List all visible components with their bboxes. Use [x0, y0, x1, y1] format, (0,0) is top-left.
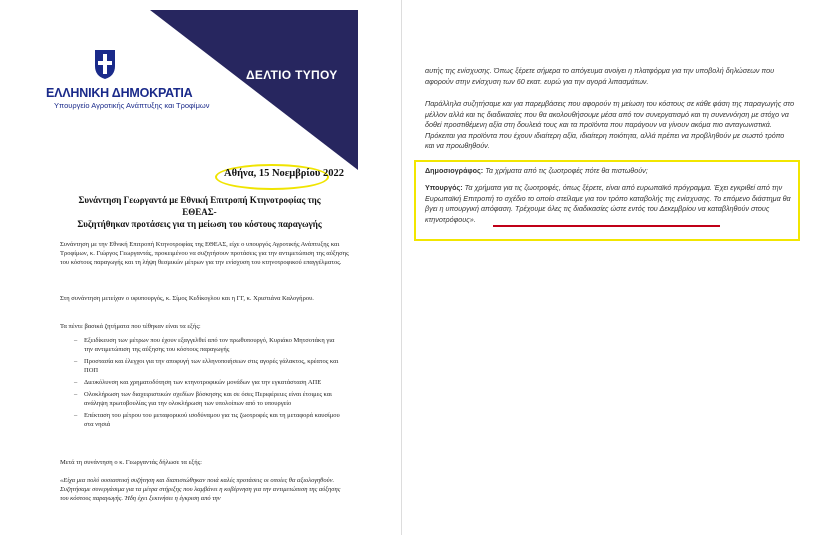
issues-list	[74, 336, 344, 432]
page-divider	[401, 0, 402, 535]
minister-answer	[425, 183, 795, 225]
right-paragraph-1: αυτής της ενίσχυσης. Όπως ξέρετε σήμερα το απόγευμα ανοίγει η πλατφόρμα για την υποβολή δηλώσεων που αφορούν στην ενίσχυση των 60 εκατ. ευρώ για την αγορά λιπασμάτων.	[425, 66, 775, 86]
journalist-question	[425, 166, 795, 177]
title-line-2: Συζητήθηκαν προτάσεις για τη μείωση του κόστους παραγωγής	[77, 219, 322, 229]
press-title	[62, 194, 337, 230]
list-item: – Ολοκλήρωση των διαχειριστικών σχεδίων βόσκησης και σε όσες Περιφέρειες είναι έτοιμες και ανάληψη πρωτοβουλίας για την ολοκλήρωση των υπολοίπων από το υπουργείο	[74, 390, 344, 408]
journalist-label: Δημοσιογράφος:	[425, 166, 484, 175]
list-item: – Προστασία και έλεγχοι για την αποφυγή των ελληνοποιήσεων στις αγορές γάλακτος, κρέατος και ΠΟΠ	[74, 357, 344, 375]
government-name: ΕΛΛΗΝΙΚΗ ΔΗΜΟΚΡΑΤΙΑ	[46, 86, 193, 100]
minister-text-c: ».	[469, 214, 476, 224]
minister-text-b: εντός του Δεκεμβρίου να καταβληθούν στους κτηνοτρόφους	[425, 204, 770, 224]
minister-text-a: Τα χρήματα για τις ζωοτροφές, όπως ξέρετε, είναι από ευρωπαϊκό πρόγραμμα. Έχει εγκριθεί από την Ευρωπαϊκή Επιτροπή το σχέδιο το οποίο στείλαμε για τον τρόπο καταβολής της ενίσχυσης. Το επόμενο διάστημα θα βγει η υπουργική απόφαση. Τρέχουμε όλες τις διαδικασίες ώστε	[425, 183, 791, 213]
greek-emblem-icon	[92, 48, 118, 80]
paragraph-5: «Είχα μια πολύ ουσιαστική συζήτηση και διαπιστώθηκαν ποιά καλές προτάσεις οι οποίες θα αξιολογηθούν. Συζητήσαμε συνεργάσιμα για τα μέτρα στήριξης που λαμβάνει η κυβέρνηση για την αντιμετώπιση της αύξησης του κόστους παραγωγής. Ήδη έχει ξεκινήσει η έγκριση από την	[60, 477, 341, 502]
list-item: – Επέκταση του μέτρου του μεταφορικού ισοδύναμου για τις ζωοτροφές και τη μεταφορά καυσίμου στα νησιά	[74, 411, 344, 429]
press-release-label: ΔΕΛΤΙΟ ΤΥΠΟΥ	[246, 68, 338, 82]
title-line-1: Συνάντηση Γεωργαντά με Εθνική Επιτροπή Κτηνοτροφίας της ΕΘΕΑΣ-	[78, 195, 321, 217]
list-item: – Διευκόλυνση και χρηματοδότηση των κτηνοτροφικών μονάδων για την εγκατάσταση ΑΠΕ	[74, 378, 344, 387]
paragraph-3: Τα πέντε βασικά ζητήματα που τέθηκαν είναι τα εξής:	[60, 323, 201, 330]
left-page	[0, 0, 400, 535]
list-item: – Εξειδίκευση των μέτρων που έχουν εξαγγελθεί από τον πρωθυπουργό, Κυριάκο Μητσοτάκη για την αντιμετώπιση της αύξησης του κόστους παραγωγής	[74, 336, 344, 354]
ministry-name: Υπουργείο Αγροτικής Ανάπτυξης και Τροφίμων	[54, 101, 210, 110]
minister-label: Υπουργός:	[425, 183, 463, 192]
press-date: Αθήνα, 15 Νοεμβρίου 2022	[224, 168, 344, 179]
journalist-text: Τα χρήματα από τις ζωοτροφές πότε θα πιστωθούν;	[485, 166, 648, 175]
red-underline	[493, 225, 720, 227]
right-paragraph-2: Παράλληλα συζητήσαμε και για παρεμβάσεις που αφορούν τη μείωση του κόστους σε κάθε φάση της παραγωγής στο μέλλον αλλά και τις διαδικασίες που θα ακολουθήσουμε μέσα από τον συνεργατισμό και τη συνεννόηση με στόχο να δοθεί προστιθέμενη αξία στη δουλειά τους και τα προϊόντα που παράγουν να γίνουν ακόμα πιο ανταγωνιστικά. Πρόκειται για προϊόντα που έχουν ιδιαίτερη αξία, ιδιαίτερη ποιότητα, αλλά πρέπει να προβληθούν με σωστό τρόπο και να προωθηθούν.	[425, 99, 795, 150]
paragraph-1: Συνάντηση με την Εθνική Επιτροπή Κτηνοτροφίας της ΕΘΕΑΣ, είχε ο υπουργός Αγροτικής Ανάπτυξης και Τροφίμων, κ. Γιώργος Γεωργαντάς, προκειμένου να συζητήσουν προτάσεις για την αντιμετώπιση της αύξησης του κόστους παραγωγής και τη λήψη θεσμικών μέτρων για την ενίσχυση του κτηνοτροφικού επαγγέλματος.	[60, 241, 349, 266]
paragraph-4: Μετά τη συνάντηση ο κ. Γεωργαντάς δήλωσε τα εξής:	[60, 459, 202, 466]
paragraph-2: Στη συνάντηση μετείχαν ο υφυπουργός, κ. Σίμος Κεδίκογλου και η ΓΓ, κ. Χριστιάνα Καλογήρου.	[60, 295, 314, 302]
